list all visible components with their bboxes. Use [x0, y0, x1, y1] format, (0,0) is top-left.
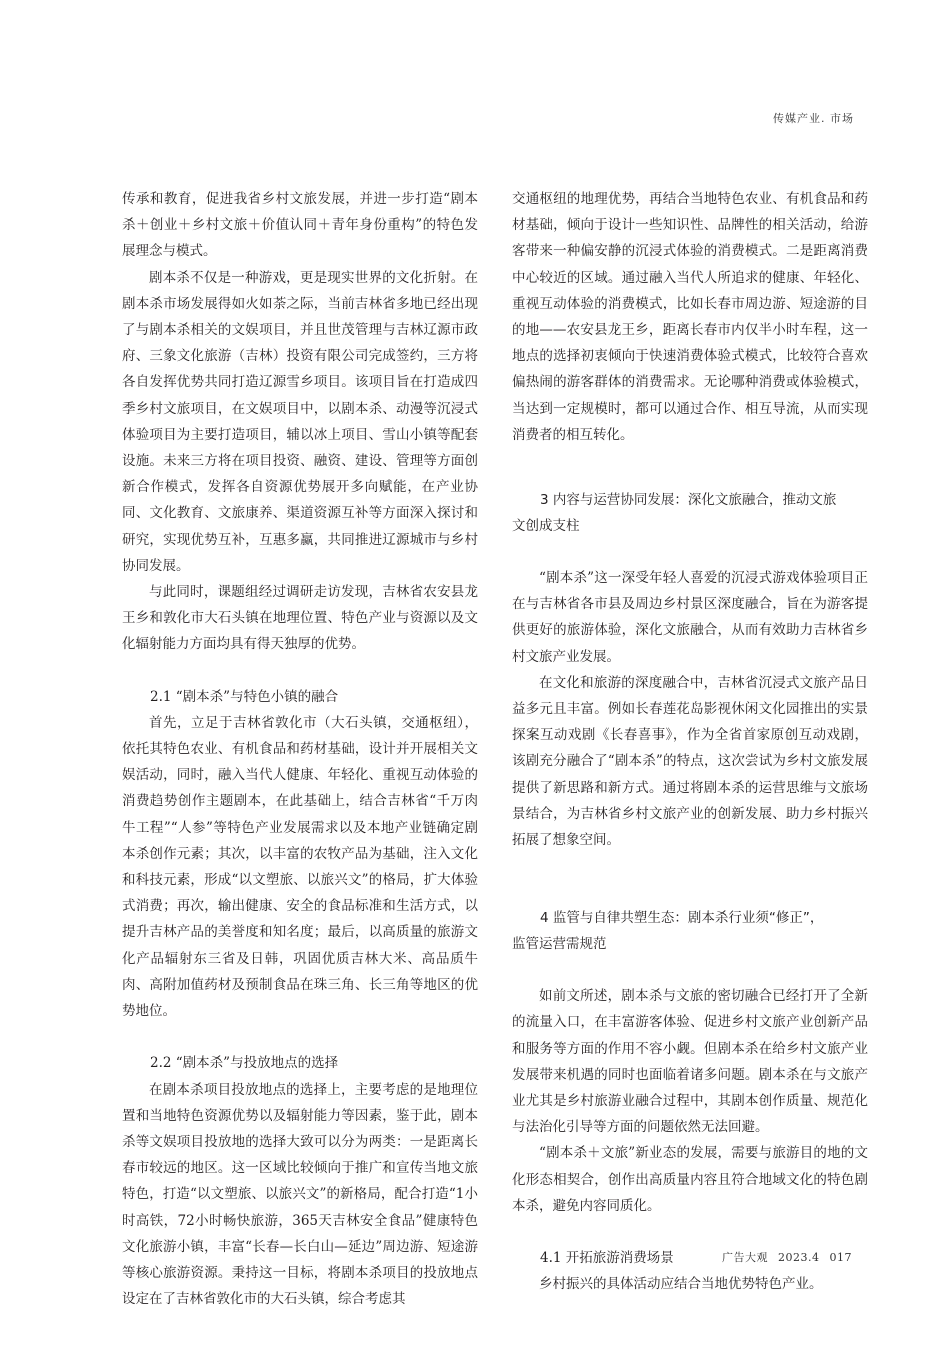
issue-number: 2023.4: [778, 1251, 820, 1264]
heading-line: 文创成支柱: [512, 518, 580, 535]
running-header: 传媒产业. 市场: [773, 112, 854, 125]
paragraph: “剧本杀＋文旅”新业态的发展，需要与旅游目的地的文化形态相契合，创作出高质量内容且符合地域文化的特色剧本杀，避免内容同质化。: [512, 1145, 868, 1214]
magazine-name: 广告大观: [722, 1251, 768, 1264]
paragraph: 交通枢纽的地理优势，再结合当地特色农业、有机食品和药材基础，倾向于设计一些知识性、品牌性的相关活动，给游客带来一种偏安静的沉浸式体验的消费模式。二是距离消费中心较近的区域。通过融入当代人所追求的健康、年轻化、重视互动体验的消费模式，比如长春市周边游、短途游的目的地——农安县龙王乡，距离长春市内仅半小时车程，这一地点的选择初衷倾向于快速消费体验式模式，比较符合喜欢偏热闹的游客群体的消费需求。无论哪种消费或体验模式，当达到一定规模时，都可以通过合作、相互导流，从而实现消费者的相互转化。: [512, 191, 868, 443]
subsection-heading-2-2: 2.2 “剧本杀”与投放地点的选择: [150, 1055, 339, 1072]
subsection-heading-2-1: 2.1 “剧本杀”与特色小镇的融合: [150, 688, 339, 705]
heading-line: 4 监管与自律共塑生态：剧本杀行业须“修正”，: [540, 910, 824, 927]
section-heading-4: [512, 905, 868, 957]
heading-line: 监管运营需规范: [512, 936, 607, 953]
page-footer: [722, 1249, 852, 1265]
left-column: [122, 186, 478, 1312]
paragraph: “剧本杀”这一深受年轻人喜爱的沉浸式游戏体验项目正在与吉林省各市县及周边乡村景区深度融合，旨在为游客提供更好的旅游体验，深化文旅融合，从而有效助力吉林省乡村文旅产业发展。: [512, 570, 868, 665]
subsection-heading-4-1: 4.1 开拓旅游消费场景: [540, 1250, 674, 1267]
paragraph: 在剧本杀项目投放地点的选择上，主要考虑的是地理位置和当地特色资源优势以及辐射能力等因素，鉴于此，剧本杀等文娱项目投放地的选择大致可以分为两类：一是距离长春市较远的地区。这一区域比较倾向于推广和宣传当地文旅特色，打造“以文塑旅、以旅兴文”的新格局，配合打造“1小时高铁，72小时畅快旅游，365天吉林安全食品”健康特色文化旅游小镇，丰富“长春—长白山—延边”周边游、短途游等核心旅游资源。秉持这一目标，将剧本杀项目的投放地点设定在了吉林省敦化市的大石头镇，综合考虑其: [122, 1081, 478, 1308]
paragraph: 剧本杀不仅是一种游戏，更是现实世界的文化折射。在剧本杀市场发展得如火如荼之际，当前吉林省多地已经出现了与剧本杀相关的文娱项目，并且世茂管理与吉林辽源市政府、三象文化旅游（吉林）投资有限公司完成签约，三方将各自发挥优势共同打造辽源雪乡项目。该项目旨在打造成四季乡村文旅项目，在文娱项目中，以剧本杀、动漫等沉浸式体验项目为主要打造项目，辅以冰上项目、雪山小镇等配套设施。未来三方将在项目投资、融资、建设、管理等方面创新合作模式，发挥各自资源优势展开多向赋能，在产业协同、文化教育、文旅康养、渠道资源互补等方面深入探讨和研究，实现优势互补，互惠多赢，共同推进辽源城市与乡村协同发展。: [122, 269, 478, 574]
paragraph: 乡村振兴的具体活动应结合当地优势特色产业。: [539, 1276, 823, 1293]
paragraph: 与此同时，课题组经过调研走访发现，吉林省农安县龙王乡和敦化市大石头镇在地理位置、特色产业与资源以及文化辐射能力方面均具有得天独厚的优势。: [122, 584, 478, 653]
paragraph: 首先，立足于吉林省敦化市（大石头镇，交通枢纽），依托其特色农业、有机食品和药材基础，设计并开展相关文娱活动，同时，融入当代人健康、年轻化、重视互动体验的消费趋势创作主题剧本，在此基础上，结合吉林省“千万肉牛工程”“人参”等特色产业发展需求以及本地产业链确定剧本杀创作元素；其次，以丰富的农牧产品为基础，注入文化和科技元素，形成“以文塑旅、以旅兴文”的格局，扩大体验式消费；再次，输出健康、安全的食品标准和生活方式，以提升吉林产品的美誉度和知名度；最后，以高质量的旅游文化产品辐射东三省及日韩，巩固优质吉林大米、高品质牛肉、高附加值药材及预制食品在珠三角、长三角等地区的优势地位。: [122, 714, 478, 1020]
page-number: 017: [829, 1251, 852, 1264]
section-heading-3: [512, 487, 868, 539]
right-column: [512, 186, 868, 1298]
paragraph: 如前文所述，剧本杀与文旅的密切融合已经打开了全新的流量入口，在丰富游客体验、促进乡村文旅产业创新产品和服务等方面的作用不容小觑。但剧本杀在给乡村文旅产业发展带来机遇的同时也面临着诸多问题。剧本杀在与文旅产业尤其是乡村旅游业融合过程中，其剧本创作质量、规范化与法治化引导等方面的问题依然无法回避。: [512, 988, 868, 1136]
heading-line: 3 内容与运营协同发展：深化文旅融合，推动文旅: [540, 492, 837, 509]
paragraph: 传承和教育，促进我省乡村文旅发展，并进一步打造“剧本杀＋创业＋乡村文旅＋价值认同＋青年身份重构”的特色发展理念与模式。: [122, 191, 478, 260]
paragraph: 在文化和旅游的深度融合中，吉林省沉浸式文旅产品日益多元且丰富。例如长春莲花岛影视休闲文化园推出的实景探案互动戏剧《长春喜事》，作为全省首家原创互动戏剧，该剧充分融合了“剧本杀”的特点，这次尝试为乡村文旅发展提供了新思路和新方式。通过将剧本杀的运营思维与文旅场景结合，为吉林省乡村文旅产业的创新发展、助力乡村振兴拓展了想象空间。: [512, 674, 868, 849]
